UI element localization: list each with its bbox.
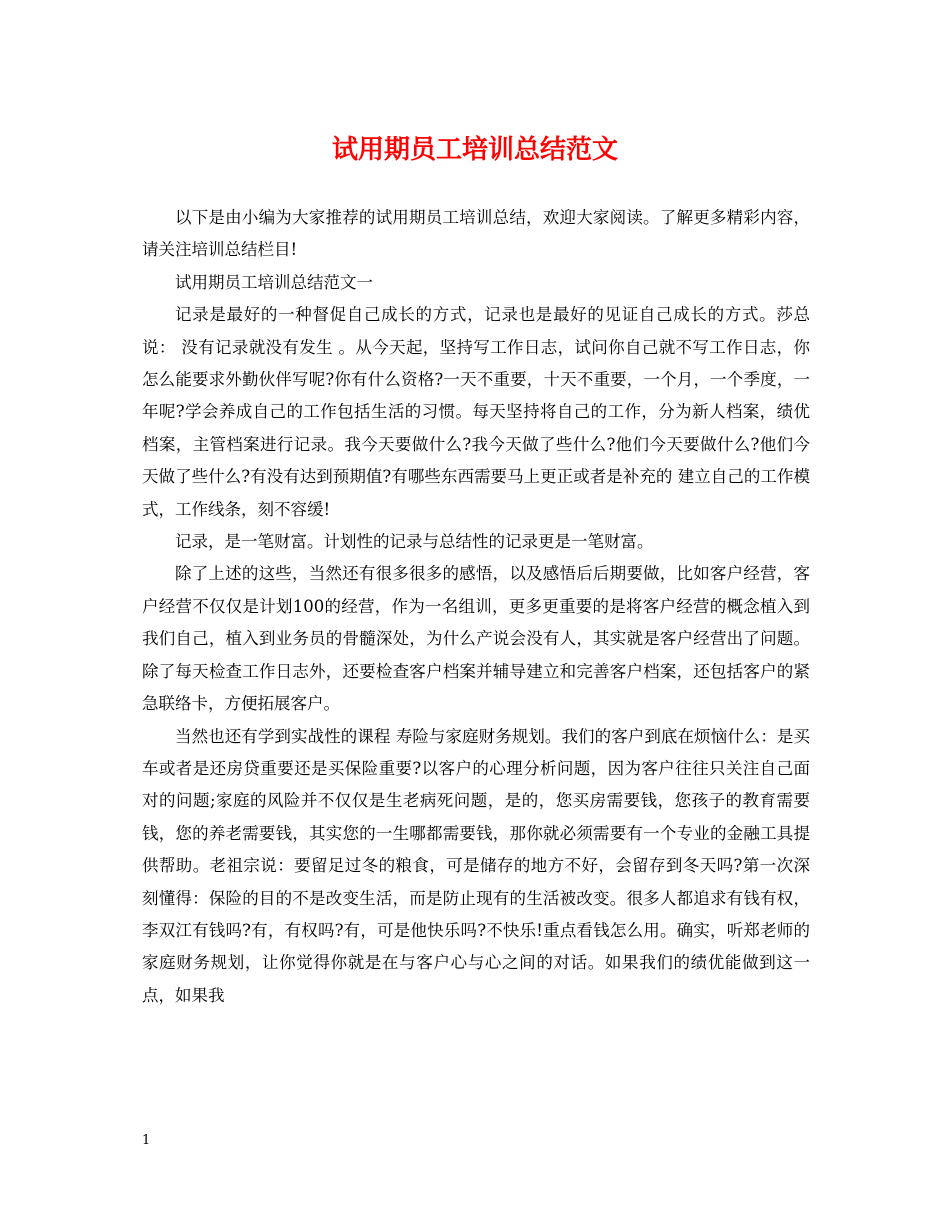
paragraph-financial-planning: 当然也还有学到实战性的课程 寿险与家庭财务规划。我们的客户到底在烦恼什么：是买车或者是还房贷重要还是买保险重要?以客户的心理分析问题，因为客户往往只关注自己面对的问题;家庭的风险并不仅仅是生老病死问题，是的，您买房需要钱，您孩子的教育需要钱，您的养老需要钱，其实您的一生哪都需要钱，那你就必须需要有一个专业的金融工具提供帮助。老祖宗说：要留足过冬的粮食，可是储存的地方不好，会留存到冬天吗?第一次深刻懂得：保险的目的不是改变生活，而是防止现有的生活被改变。很多人都追求有钱有权，李双江有钱吗?有，有权吗?有，可是他快乐吗?不快乐!重点看钱怎么用。确实，听郑老师的家庭财务规划，让你觉得你就是在与客户心与心之间的对话。如果我们的绩优能做到这一点，如果我 — [142, 726, 810, 1005]
paragraph-record-wealth: 记录，是一笔财富。计划性的记录与总结性的记录更是一笔财富。 — [175, 532, 654, 552]
paragraph-record-keeping: 记录是最好的一种督促自己成长的方式，记录也是最好的见证自己成长的方式。莎总说： 没有记录就没有发生 。从今天起，坚持写工作日志，试问你自己就不写工作日志，你怎么能要求外勤伙伴写呢?你有什么资格?一天不重要，十天不重要，一个月，一个季度，一年呢?学会养成自己的工作包括生活的习惯。每天坚持将自己的工作，分为新人档案，绩优档案，主管档案进行记录。我今天要做什么?我今天做了些什么?他们今天要做什么?他们今天做了些什么?有没有达到预期值?有哪些东西需要马上更正或者是补充的 建立自己的工作模式，工作线条，刻不容缓! — [142, 305, 810, 519]
document-body — [142, 202, 810, 1012]
page-number: 1 — [142, 1133, 151, 1148]
paragraph-intro: 以下是由小编为大家推荐的试用期员工培训总结，欢迎大家阅读。了解更多精彩内容，请关注培训总结栏目! — [142, 208, 810, 260]
document-title: 试用期员工培训总结范文 — [331, 135, 618, 165]
paragraph-section-heading: 试用期员工培训总结范文一 — [175, 272, 373, 292]
paragraph-customer-management: 除了上述的这些，当然还有很多很多的感悟，以及感悟后后期要做，比如客户经营，客户经营不仅仅是计划100的经营，作为一名组训，更多更重要的是将客户经营的概念植入到我们自己，植入到业务员的骨髓深处，为什么产说会没有人，其实就是客户经营出了问题。除了每天检查工作日志外，还要检查客户档案并辅导建立和完善客户档案，还包括客户的紧急联络卡，方便拓展客户。 — [142, 564, 810, 714]
